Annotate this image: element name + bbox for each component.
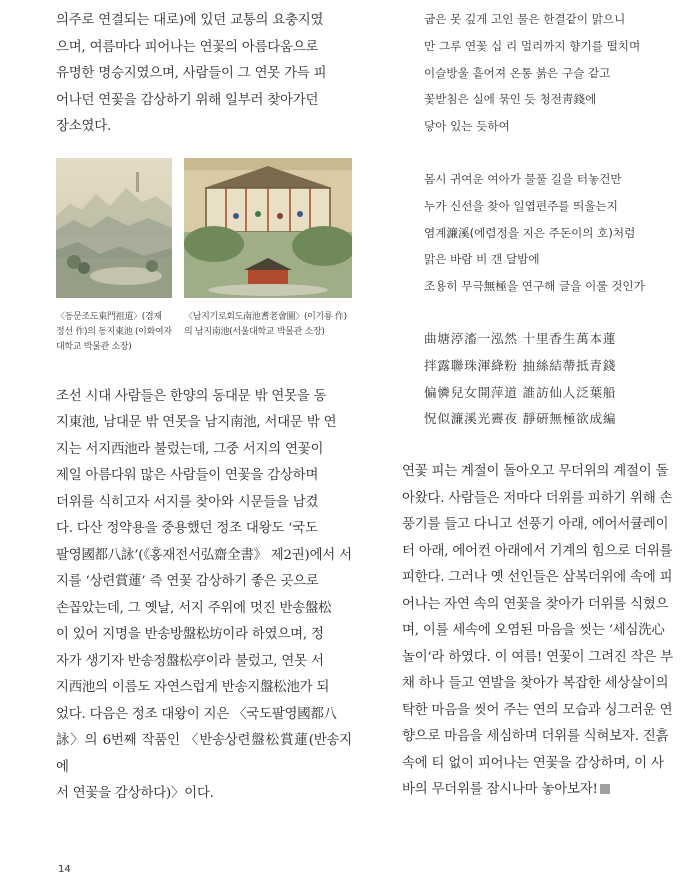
text-line: 지西池의 이름도 자연스럽게 반송지盤松池가 되	[56, 680, 330, 695]
text-line: 제일 아름다워 많은 사람들이 연꽃을 감상하며	[56, 468, 319, 483]
text-line: 지를 ‘상련賞蓮’ 즉 연꽃 감상하기 좋은 곳으로	[56, 574, 319, 589]
left-column	[56, 8, 352, 808]
text-line: 었다. 다음은 정조 대왕이 지은 〈국도팔영國都八	[56, 706, 337, 722]
text-line: 서 연꽃을 감상하다)〉이다.	[56, 786, 214, 801]
poem-line: 拌露聯珠渾絳粉 抽絲結蔕抵青錢	[424, 357, 617, 373]
text-line-last	[402, 777, 694, 804]
text-line: 채 하나 들고 연발을 찾아가 복잡한 세상살이의	[402, 676, 669, 692]
pavilion-painting	[184, 158, 352, 298]
poem-line: 누가 신선을 찾아 일엽편주를 띄울는지	[424, 198, 618, 213]
figure-dongmun-jodo	[56, 158, 172, 355]
text-line: 의주로 연결되는 대로)에 있던 교통의 요충지였	[56, 13, 324, 28]
text-line: 지東池, 남대문 밖 연못을 남지南池, 서대문 밖 연	[56, 415, 337, 430]
text-line: 어나던 연꽃을 감상하기 위해 일부러 찾아가던	[56, 92, 319, 108]
poem-chinese	[402, 326, 694, 433]
poem-line: 닿아 있는 듯하여	[424, 119, 510, 134]
text-line: 손꼽았는데, 그 옛날, 서지 주위에 멋진 반송盤松	[56, 600, 332, 616]
closing-paragraph	[402, 459, 694, 804]
closing-sentence: 바의 무더위를 잠시나마 놓아보자!	[402, 782, 598, 798]
text-line: 며, 이를 세속에 오염된 마음을 씻는 ‘세심洗心	[402, 623, 665, 639]
poem-stanza-2	[402, 166, 694, 300]
text-line: 으며, 여름마다 피어나는 연꽃의 아름다움으로	[56, 39, 319, 55]
text-line: 지는 서지西池라 불렀는데, 그중 서지의 연꽃이	[56, 441, 324, 457]
figure-caption: 〈동문조도東門祖道〉(겸재 정선 作)의 동지東池 (이화여자대학교 박물관 소장)	[56, 311, 172, 352]
text-line: 아왔다. 사람들은 저마다 더위를 피하기 위해 손	[402, 490, 673, 506]
text-line: 풍기를 들고 다니고 선풍기 아래, 에어서큘레이	[402, 517, 669, 533]
intro-paragraph	[56, 8, 352, 141]
page-number: 14	[58, 864, 71, 875]
poem-line: 偏憐兒女開萍道 誰訪仙人泛葉船	[424, 384, 617, 400]
poem-line: 만 그루 연꽃 십 리 멀리까지 향기를 떨치며	[424, 38, 641, 53]
text-line: 유명한 명승지였으며, 사람들이 그 연못 가득 피	[56, 66, 327, 81]
poem-line: 염계濂溪(에렴정을 지은 주돈이의 호)처럼	[424, 225, 636, 240]
text-line: 속에 티 없이 피어나는 연꽃을 감상하며, 이 사	[402, 755, 664, 771]
poem-line: 몸시 귀여운 여아가 물풀 길을 터놓건만	[424, 171, 622, 186]
text-line: 놀이’라 하였다. 이 여름! 연꽃이 그려진 작은 부	[402, 649, 673, 665]
text-line: 어나는 자연 속의 연꽃을 찾아가 더위를 식혔으	[402, 596, 669, 612]
text-line: 터 아래, 에어컨 아래에서 기계의 힘으로 더위를	[402, 543, 673, 559]
text-line: 더위를 식히고자 서지를 찾아와 시문들을 남겼	[56, 494, 319, 510]
text-line: 다. 다산 정약용을 중용했던 정조 대왕도 ‘국도	[56, 521, 318, 536]
end-mark-icon	[600, 784, 610, 794]
poem-stanza-1	[402, 6, 694, 140]
poem-line: 怳似濂溪光霽夜 靜硏無極欲成編	[424, 411, 617, 427]
figure-caption: 〈남지기로회도南池耆老會圖〉(이기룡 作)의 남지南池(서울대학교 박물관 소장)	[184, 311, 347, 337]
figure-namji-giro	[184, 158, 352, 340]
figures-row	[56, 158, 352, 384]
main-paragraph	[56, 384, 352, 808]
text-line: 향으로 마음을 세심하며 더위를 식혀보자. 진흙	[402, 729, 669, 745]
text-line: 탁한 마음을 씻어 주는 연의 모습과 싱그러운 연	[402, 702, 673, 718]
text-line: 詠〉의 6번째 작품인 〈반송상련盤松賞蓮(반송지에	[56, 733, 352, 775]
text-line: 자가 생기자 반송정盤松亭이라 불렀고, 연못 서	[56, 653, 324, 669]
text-line: 팔영國都八詠’(《홍재전서弘齋全書》 제2권)에서 서	[56, 547, 352, 563]
right-column	[402, 6, 694, 804]
text-line: 조선 시대 사람들은 한양의 동대문 밖 연못을 동	[56, 388, 327, 404]
poem-line: 맑은 바람 비 갠 달밤에	[424, 252, 540, 267]
poem-line: 이슬방울 흩어져 온통 붉은 구슬 같고	[424, 65, 611, 80]
text-line: 연꽃 피는 계절이 돌아오고 무더위의 계절이 돌	[402, 464, 669, 480]
text-line: 장소였다.	[56, 119, 111, 134]
text-line: 피한다. 그러나 옛 선인들은 삼복더위에 속에 피	[402, 570, 673, 586]
poem-line: 曲塘渟滀一泓然 十里香生萬本蓮	[424, 330, 617, 346]
poem-line: 굽은 못 깊게 고인 물은 한결같이 맑으니	[424, 12, 626, 26]
poem-line: 꽃받침은 실에 묶인 듯 청전靑錢에	[424, 92, 597, 107]
poem-line: 조용히 무극無極을 연구해 글을 이룰 것인가	[424, 279, 645, 294]
landscape-painting	[56, 158, 172, 298]
text-line: 이 있어 지명을 반송방盤松坊이라 하였으며, 정	[56, 627, 324, 642]
